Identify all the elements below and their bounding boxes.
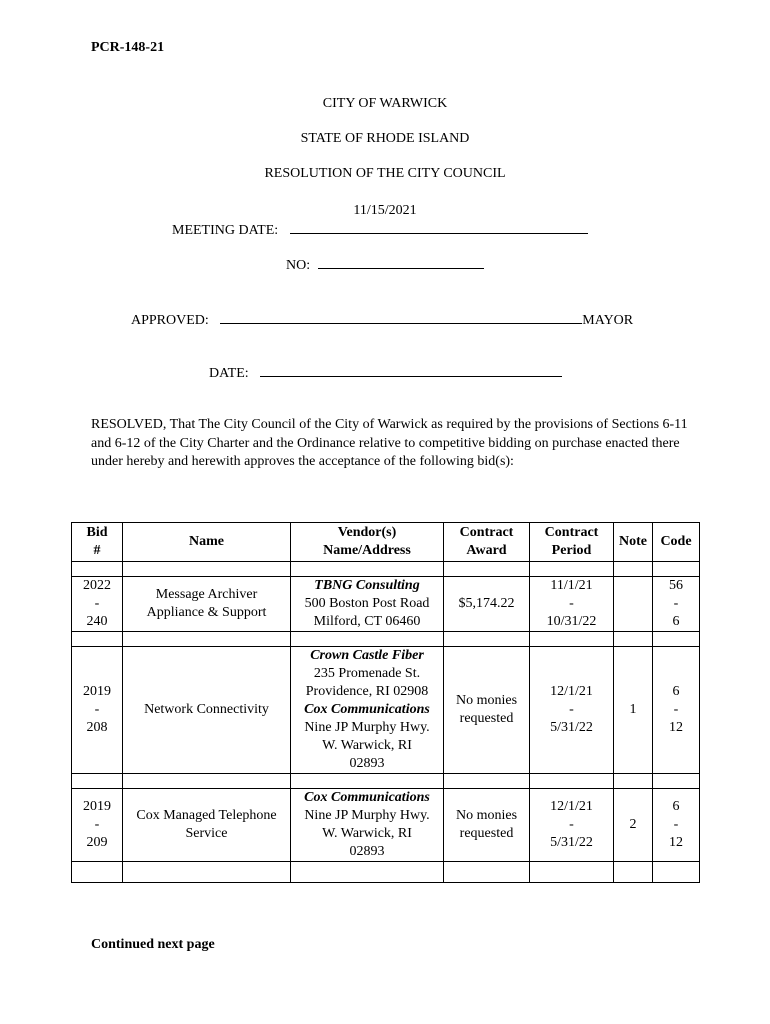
contract-period: 11/1/21 - 10/31/22: [530, 577, 614, 632]
vendor-address-line: Nine JP Murphy Hwy.: [304, 808, 430, 823]
approved-signature-line: [220, 311, 582, 324]
note: 2: [614, 789, 653, 862]
meeting-date-line: [290, 221, 588, 234]
code: 6 - 12: [653, 789, 700, 862]
continued-note: Continued next page: [91, 937, 215, 952]
contract-award: $5,174.22: [444, 577, 530, 632]
bid-name: Network Connectivity: [123, 647, 291, 774]
bid-name: Cox Managed Telephone Service: [123, 789, 291, 862]
spacer-row: [72, 562, 700, 577]
header-code: Code: [653, 523, 700, 562]
city-title: CITY OF WARWICK: [322, 96, 448, 111]
vendor-address-line: Providence, RI 02908: [305, 684, 429, 699]
meeting-date-label: MEETING DATE:: [172, 223, 279, 238]
vendor-address-line: 02893: [349, 844, 385, 859]
header-vendor: Vendor(s) Name/Address: [291, 523, 444, 562]
number-row: [286, 256, 484, 274]
contract-award: No monies requested: [444, 789, 530, 862]
header-name: Name: [123, 523, 291, 562]
vendor-cell: [291, 577, 444, 632]
number-label: NO:: [286, 258, 311, 273]
spacer-row: [72, 862, 700, 883]
vendor-cell: [291, 647, 444, 774]
number-line: [318, 256, 484, 269]
header-bid: Bid #: [72, 523, 123, 562]
header-period: Contract Period: [530, 523, 614, 562]
table-header-row: [72, 523, 700, 562]
approved-row: [131, 311, 633, 329]
table-row: [72, 577, 700, 632]
mayor-label: MAYOR: [582, 313, 634, 328]
code: 56 - 6: [653, 577, 700, 632]
approved-label: APPROVED:: [131, 313, 209, 328]
vendor-name: TBNG Consulting: [314, 578, 420, 593]
resolved-paragraph: RESOLVED, That The City Council of the City of Warwick as required by the provisions of Sections 6-11 and 6-12 of the City Charter and the Ordinance relative to competitive bidding on purchase enacted there under hereby and herewith approves the acceptance of the following bid(s):: [91, 417, 688, 469]
bid-name: Message Archiver Appliance & Support: [123, 577, 291, 632]
spacer-row: [72, 632, 700, 647]
bid-number: 2019 - 209: [72, 789, 123, 862]
vendor-address-line: W. Warwick, RI: [322, 826, 412, 841]
vendor-cell: [291, 789, 444, 862]
note: [614, 577, 653, 632]
vendor-address-line: Milford, CT 06460: [313, 614, 421, 629]
vendor-name: Cox Communications: [304, 790, 430, 805]
resolution-title: RESOLUTION OF THE CITY COUNCIL: [264, 166, 506, 181]
header-award: Contract Award: [444, 523, 530, 562]
meeting-date-value: 11/15/2021: [353, 203, 417, 218]
vendor-address-line: W. Warwick, RI: [322, 738, 412, 753]
note: 1: [614, 647, 653, 774]
spacer-row: [72, 774, 700, 789]
table-row: [72, 789, 700, 862]
vendor-address-line: 500 Boston Post Road: [304, 596, 430, 611]
contract-period: 12/1/21 - 5/31/22: [530, 789, 614, 862]
bid-number: 2022 - 240: [72, 577, 123, 632]
vendor-address-line: Nine JP Murphy Hwy.: [304, 720, 430, 735]
table-row: [72, 647, 700, 774]
vendor-name: Crown Castle Fiber: [310, 648, 424, 663]
header-note: Note: [614, 523, 653, 562]
vendor-address-line: 235 Promenade St.: [313, 666, 421, 681]
code: 6 - 12: [653, 647, 700, 774]
contract-award: No monies requested: [444, 647, 530, 774]
approval-date-row: [209, 364, 562, 382]
state-title: STATE OF RHODE ISLAND: [300, 131, 470, 146]
vendor-name: Cox Communications: [304, 702, 430, 717]
vendor-address-line: 02893: [349, 756, 385, 771]
bids-table: [71, 522, 700, 883]
document-id: PCR-148-21: [91, 40, 165, 55]
meeting-date-row: [172, 221, 588, 239]
bid-number: 2019 - 208: [72, 647, 123, 774]
approval-date-label: DATE:: [209, 366, 249, 381]
contract-period: 12/1/21 - 5/31/22: [530, 647, 614, 774]
approval-date-line: [260, 364, 562, 377]
